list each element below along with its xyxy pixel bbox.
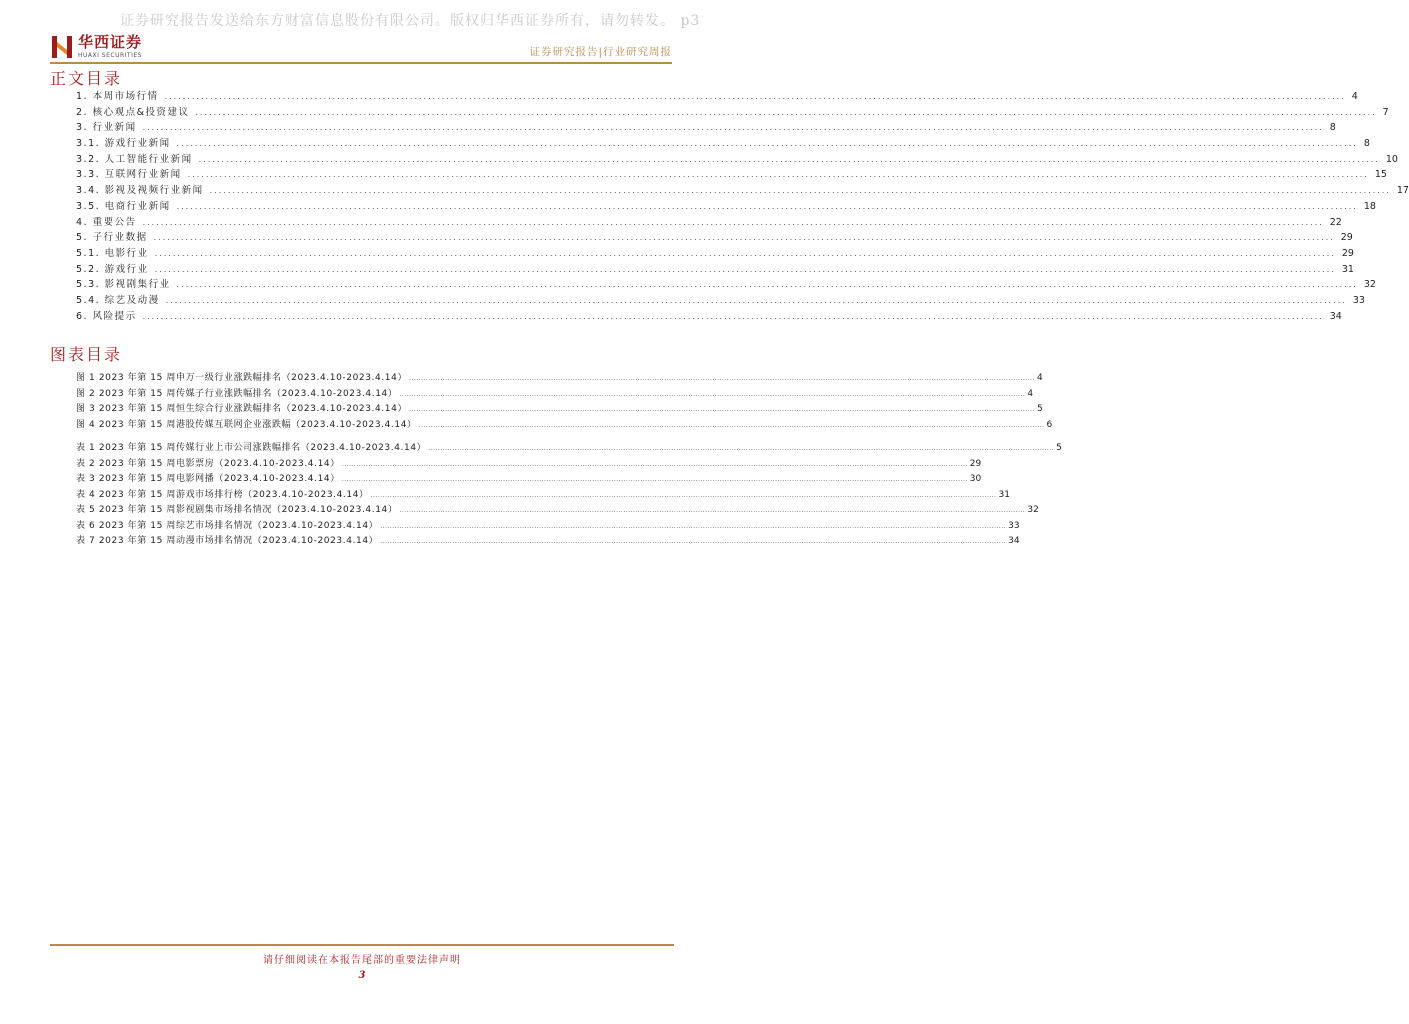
figure-entry[interactable] <box>76 386 1034 402</box>
toc-entry-page: 18 <box>1363 200 1376 212</box>
toc-entry-label: 3.4. 影视及视频行业新闻 <box>76 185 204 197</box>
dot-leader: .................................................................................................................................................................................................................................................................... <box>380 522 1007 530</box>
figure-entry-page: 4 <box>1027 388 1034 399</box>
toc-entry-page: 8 <box>1363 138 1370 150</box>
dot-leader: .................................................................................................................................................................................................................................................................... <box>370 491 997 499</box>
dot-leader: .................................................................................................................................................................................................................................................................... <box>153 233 1335 243</box>
table-entry-label: 表 3 2023 年第 15 周电影网播（2023.4.10-2023.4.14） <box>76 474 340 484</box>
huaxi-logo <box>50 34 142 60</box>
toc-entry[interactable] <box>76 166 1387 182</box>
dot-leader: .................................................................................................................................................................................................................................................................... <box>409 406 1035 413</box>
toc-entry-page: 34 <box>1329 310 1342 322</box>
dot-leader: .................................................................................................................................................................................................................................................................... <box>341 460 968 468</box>
figure-entry-label: 图 2 2023 年第 15 周传媒子行业涨跌幅排名（2023.4.10-2023.4.14） <box>76 388 398 399</box>
toc-entry[interactable] <box>76 292 1365 308</box>
table-entry-label: 表 6 2023 年第 15 周综艺市场排名情况（2023.4.10-2023.4.14） <box>76 520 379 531</box>
toc-entry[interactable] <box>76 214 1342 230</box>
dot-leader: .................................................................................................................................................................................................................................................................... <box>154 264 1336 274</box>
table-entry-page: 34 <box>1008 536 1020 546</box>
toc-entry[interactable] <box>76 182 1409 198</box>
dot-leader: .................................................................................................................................................................................................................................................................... <box>195 107 1377 117</box>
toc-entry-label: 5.4. 综艺及动漫 <box>76 294 160 306</box>
toc-entry[interactable] <box>76 198 1376 214</box>
dot-leader: .................................................................................................................................................................................................................................................................... <box>154 248 1336 258</box>
watermark-text: 证券研究报告发送给东方财富信息股份有限公司。版权归华西证券所有，请勿转发。 p3 <box>120 13 701 29</box>
toc-entry-label: 5.1. 电影行业 <box>76 247 149 259</box>
toc-entry-label: 3.3. 互联网行业新闻 <box>76 169 182 181</box>
toc-entry-page: 15 <box>1374 169 1387 181</box>
toc-entry[interactable] <box>76 88 1358 104</box>
dot-leader: .................................................................................................................................................................................................................................................................... <box>187 170 1369 180</box>
table-entry-page: 29 <box>969 458 982 469</box>
toc-entry-label: 5.3. 影视剧集行业 <box>76 279 171 291</box>
toc-entry-label: 4. 重要公告 <box>76 216 137 228</box>
toc-entry-page: 8 <box>1329 122 1336 134</box>
table-entry[interactable] <box>76 502 1039 518</box>
figure-list <box>76 370 1062 549</box>
logo-chinese-name: 华西证券 <box>78 33 143 51</box>
toc-entry[interactable] <box>76 151 1398 167</box>
figures-title: 图表目录 <box>50 345 123 364</box>
toc-entry-page: 29 <box>1341 247 1354 259</box>
header-divider <box>50 62 672 64</box>
table-entry-page: 30 <box>969 474 982 484</box>
dot-leader: .................................................................................................................................................................................................................................................................... <box>176 201 1358 211</box>
table-entry[interactable] <box>76 533 1020 549</box>
logo-english-name: HUAXI SECURITIES <box>78 52 142 59</box>
table-entry[interactable] <box>76 456 982 472</box>
table-entry-label: 表 4 2023 年第 15 周游戏市场排行榜（2023.4.10-2023.4.14） <box>76 489 369 500</box>
table-entry-page: 5 <box>1056 443 1062 453</box>
figure-entry-page: 4 <box>1036 373 1043 383</box>
toc-entry-label: 5. 子行业数据 <box>76 232 148 244</box>
toc-entry-page: 7 <box>1382 106 1389 118</box>
toc-entry[interactable] <box>76 135 1370 151</box>
figure-entry-page: 5 <box>1036 404 1043 414</box>
toc-list <box>76 88 1409 323</box>
footer-divider <box>50 944 674 946</box>
dot-leader: .................................................................................................................................................................................................................................................................... <box>399 390 1026 398</box>
dot-leader: .................................................................................................................................................................................................................................................................... <box>142 123 1324 133</box>
figure-entry[interactable] <box>76 417 1053 433</box>
report-type-label: 证券研究报告|行业研究周报 <box>529 46 672 58</box>
figure-entry[interactable] <box>76 370 1043 386</box>
dot-leader: .................................................................................................................................................................................................................................................................... <box>341 476 968 483</box>
toc-entry-label: 3. 行业新闻 <box>76 122 137 134</box>
toc-title: 正文目录 <box>50 69 123 88</box>
table-entry-label: 表 1 2023 年第 15 周传媒行业上市公司涨跌幅排名（2023.4.10-2023.4.14） <box>76 443 427 453</box>
toc-entry[interactable] <box>76 261 1354 277</box>
legal-disclaimer: 请仔细阅读在本报告尾部的重要法律声明 <box>263 955 461 966</box>
dot-leader: .................................................................................................................................................................................................................................................................... <box>176 280 1358 290</box>
toc-entry-label: 1. 本周市场行情 <box>76 91 159 102</box>
toc-entry-page: 17 <box>1396 185 1409 197</box>
toc-entry[interactable] <box>76 119 1336 135</box>
toc-entry-page: 33 <box>1352 294 1365 306</box>
dot-leader: .................................................................................................................................................................................................................................................................... <box>399 507 1026 514</box>
toc-entry-label: 2. 核心观点&投资建议 <box>76 106 190 118</box>
dot-leader: .................................................................................................................................................................................................................................................................... <box>428 445 1055 452</box>
dot-leader: .................................................................................................................................................................................................................................................................... <box>164 92 1346 101</box>
figure-entry-label: 图 4 2023 年第 15 周港股传媒互联网企业涨跌幅（2023.4.10-2023.4.14） <box>76 419 417 430</box>
figure-entry-label: 图 1 2023 年第 15 周申万一级行业涨跌幅排名（2023.4.10-2023.4.14） <box>76 373 408 383</box>
toc-entry-label: 5.2. 游戏行业 <box>76 263 149 275</box>
dot-leader: .................................................................................................................................................................................................................................................................... <box>198 154 1380 164</box>
dot-leader: .................................................................................................................................................................................................................................................................... <box>380 538 1007 545</box>
figure-entry-label: 图 3 2023 年第 15 周恒生综合行业涨跌幅排名（2023.4.10-2023.4.14） <box>76 404 408 414</box>
dot-leader: .................................................................................................................................................................................................................................................................... <box>142 217 1324 227</box>
table-entry[interactable] <box>76 471 982 487</box>
huaxi-logo-icon <box>50 34 74 60</box>
toc-entry[interactable] <box>76 229 1353 245</box>
table-entry-page: 32 <box>1027 505 1039 515</box>
list-spacer <box>76 432 686 440</box>
toc-entry[interactable] <box>76 276 1376 292</box>
toc-entry[interactable] <box>76 308 1342 324</box>
page-number: 3 <box>358 970 366 981</box>
table-entry[interactable] <box>76 487 1010 503</box>
table-entry-label: 表 5 2023 年第 15 周影视剧集市场排名情况（2023.4.10-2023.4.14） <box>76 505 398 515</box>
toc-entry-label: 3.5. 电商行业新闻 <box>76 200 171 212</box>
dot-leader: .................................................................................................................................................................................................................................................................... <box>165 295 1347 305</box>
figure-entry-page: 6 <box>1046 419 1053 430</box>
toc-entry-page: 31 <box>1341 263 1354 275</box>
dot-leader: .................................................................................................................................................................................................................................................................... <box>418 421 1045 429</box>
toc-entry-page: 22 <box>1329 216 1342 228</box>
table-entry-page: 31 <box>998 489 1010 500</box>
dot-leader: .................................................................................................................................................................................................................................................................... <box>176 139 1358 149</box>
table-entry-label: 表 7 2023 年第 15 周动漫市场排名情况（2023.4.10-2023.4.14） <box>76 536 379 546</box>
table-entry[interactable] <box>76 440 1062 456</box>
table-entry[interactable] <box>76 518 1020 534</box>
toc-entry-page: 29 <box>1340 232 1353 244</box>
figure-entry[interactable] <box>76 401 1043 417</box>
toc-entry-label: 6. 风险提示 <box>76 310 137 322</box>
toc-entry-label: 3.1. 游戏行业新闻 <box>76 138 171 150</box>
dot-leader: .................................................................................................................................................................................................................................................................... <box>409 375 1035 382</box>
toc-entry[interactable] <box>76 245 1354 261</box>
dot-leader: .................................................................................................................................................................................................................................................................... <box>209 186 1391 196</box>
toc-entry-label: 3.2. 人工智能行业新闻 <box>76 153 193 165</box>
dot-leader: .................................................................................................................................................................................................................................................................... <box>142 311 1324 321</box>
toc-entry-page: 10 <box>1385 153 1398 165</box>
toc-entry[interactable] <box>76 104 1389 120</box>
table-entry-label: 表 2 2023 年第 15 周电影票房（2023.4.10-2023.4.14） <box>76 458 340 469</box>
toc-entry-page: 32 <box>1363 279 1376 291</box>
toc-entry-page: 4 <box>1351 91 1358 102</box>
table-entry-page: 33 <box>1008 520 1020 531</box>
